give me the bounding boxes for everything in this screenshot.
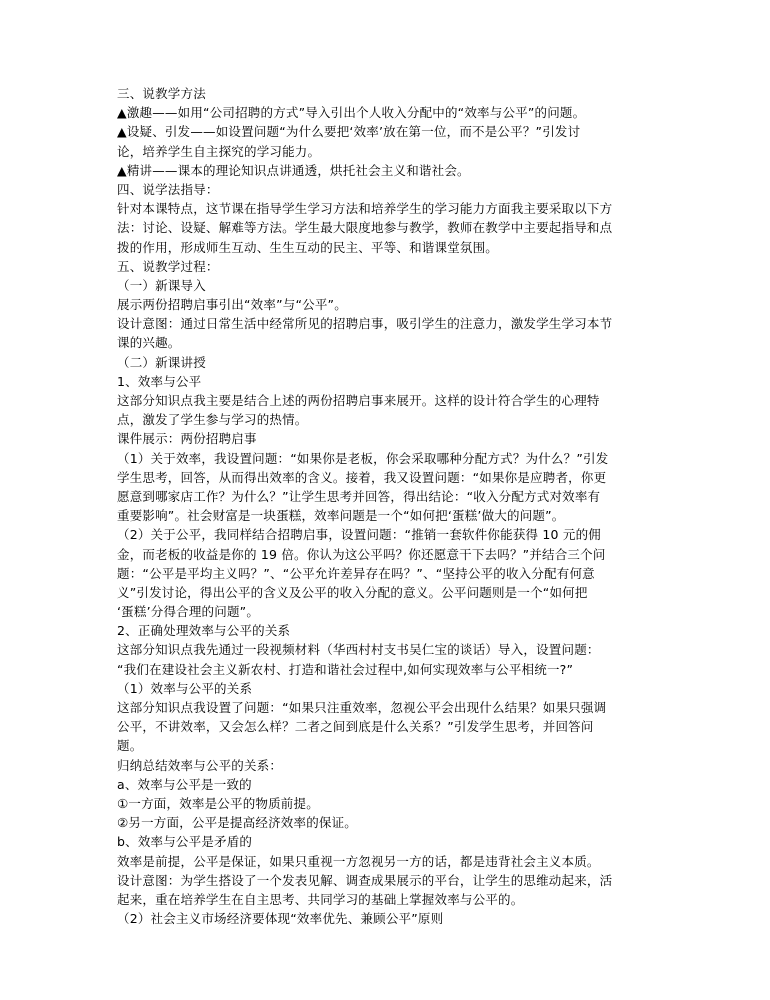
text-line: 法：讨论、设疑、解难等方法。学生最大限度地参与教学，教师在教学中主要起指导和点 [117,220,613,236]
text-line: （二）新课讲授 [117,354,206,370]
text-line: （1）效率与公平的关系 [117,680,253,696]
text-line: ②另一方面，公平是提高经济效率的保证。 [117,815,358,831]
text-line: ▲设疑、引发——如设置问题“为什么要把‘效率’放在第一位，而不是公平？”引发讨 [117,124,581,140]
text-line: 五、说教学过程： [117,258,219,274]
text-line: 论，培养学生自主探究的学习能力。 [117,143,321,159]
text-line: 展示两份招聘启事引出“效率”与“公平”。 [117,297,347,313]
text-line: （1）关于效率，我设置问题：“如果你是老板，你会采取哪种分配方式？为什么？”引发 [117,450,609,466]
text-line: “我们在建设社会主义新农村、打造和谐社会过程中,如何实现效率与公平相统一?” [117,661,574,677]
text-line: 设计意图：为学生搭设了一个发表见解、调查成果展示的平台，让学生的思维动起来，活 [117,872,613,888]
text-line: 拨的作用，形成师生互动、生生互动的民主、平等、和谐课堂氛围。 [117,239,499,255]
text-line: 学生思考，回答，从而得出效率的含义。接着，我又设置问题：“如果你是应聘者，你更 [117,469,607,485]
text-line: 四、说学法指导： [117,181,219,197]
text-line: 这部分知识点我主要是结合上述的两份招聘启事来展开。这样的设计符合学生的心理特 [117,393,600,408]
document-page [117,84,662,928]
text-line: （2）关于公平，我同样结合招聘启事，设置问题：“推销一套软件你能获得 10 元的佣 [117,527,601,543]
text-line: ▲精讲——课本的理论知识点讲通透，烘托社会主义和谐社会。 [117,162,470,178]
text-line: 针对本课特点，这节课在指导学生学习方法和培养学生的学习能力方面我主要采取以下方 [117,201,613,217]
text-line: 1、效率与公平 [117,373,202,389]
text-line: 义”引发讨论，得出公平的含义及公平的收入分配的意义。公平问题则是一个“如何把 [117,584,588,600]
text-line: 三、说教学方法 [117,86,206,101]
text-line: 愿意到哪家店工作？为什么？”让学生思考并回答，得出结论：“收入分配方式对效率有 [117,488,601,504]
text-line: ▲激趣——如用“公司招聘的方式”导入引出个人收入分配中的“效率与公平”的问题。 [117,105,586,121]
text-line: 点，激发了学生参与学习的热情。 [117,412,308,428]
text-line: a、效率与公平是一致的 [117,776,252,792]
text-line: 起来，重在培养学生在自主思考、共同学习的基础上掌握效率与公平的。 [117,891,524,907]
text-line: 课件展示：两份招聘启事 [117,431,257,447]
text-line: （2）社会主义市场经济要体现“效率优先、兼顾公平”原则 [117,911,444,927]
text-line: 题。 [117,738,143,754]
text-line: b、效率与公平是矛盾的 [117,834,253,850]
text-line: ‘蛋糕’分得合理的问题”。 [117,604,260,620]
text-line: 这部分知识点我设置了问题：“如果只注重效率，忽视公平会出现什么结果？如果只强调 [117,700,607,715]
text-line: ①一方面，效率是公平的物质前提。 [117,795,319,811]
text-line: 归纳总结效率与公平的关系： [117,757,283,773]
text-line: 2、正确处理效率与公平的关系 [117,623,291,639]
text-line: 课的兴趣。 [117,335,181,351]
text-line: 题：“公平是平均主义吗？”、“公平允许差异存在吗？”、“坚持公平的收入分配有何意 [117,565,595,581]
text-line: 这部分知识点我先通过一段视频材料（华西村村支书吴仁宝的谈话）导入，设置问题： [117,642,600,658]
text-line: 公平，不讲效率，又会怎么样？二者之间到底是什么关系？”引发学生思考，并回答问 [117,719,594,735]
text-line: 效率是前提，公平是保证，如果只重视一方忽视另一方的话，都是违背社会主义本质。 [117,853,600,869]
text-line: 重要影响”。社会财富是一块蛋糕，效率问题是一个“如何把‘蛋糕’做大的问题”。 [117,508,565,524]
text-line: （一）新课导入 [117,277,206,293]
text-line: 金，而老板的收益是你的 19 倍。你认为这公平吗？你还愿意干下去吗？”并结合三个问 [117,546,606,562]
text-line: 设计意图：通过日常生活中经常所见的招聘启事，吸引学生的注意力，激发学生学习本节 [117,316,613,332]
